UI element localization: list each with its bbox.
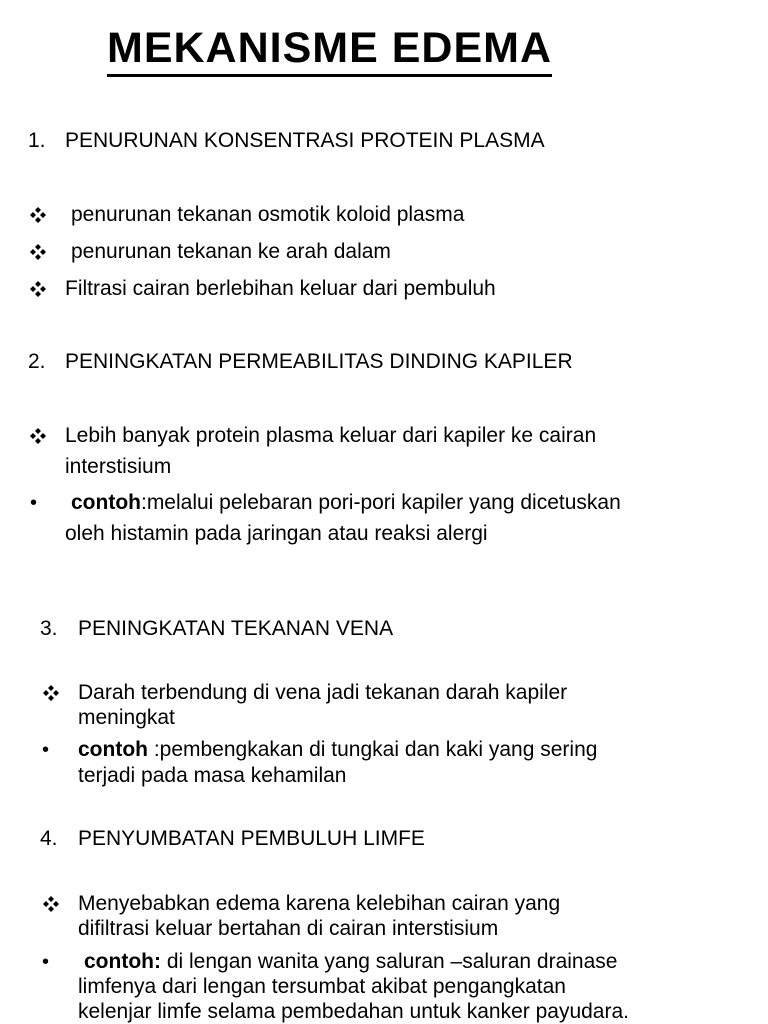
example-text: :pembengkakan di tungkai dan kaki yang sering	[147, 738, 598, 761]
example-label: contoh	[71, 491, 141, 514]
section-1-point-3: Filtrasi cairan berlebihan keluar dari pembuluh	[65, 277, 496, 300]
section-4-example-line-2: limfenya dari lengan tersumbat akibat pengangkatan	[78, 975, 566, 998]
section-2-number: 2.	[28, 350, 46, 373]
section-1-heading: PENURUNAN KONSENTRASI PROTEIN PLASMA	[65, 129, 545, 152]
section-3-heading: PENINGKATAN TEKANAN VENA	[78, 617, 394, 640]
section-3-example-line-2: terjadi pada masa kehamilan	[78, 764, 347, 787]
section-1-point-1: penurunan tekanan osmotik koloid plasma	[71, 203, 465, 226]
example-label: contoh	[78, 738, 148, 761]
section-4-example-line-3: kelenjar limfe selama pembedahan untuk kanker payudara.	[78, 1000, 629, 1023]
section-2-point-line-1: Lebih banyak protein plasma keluar dari kapiler ke cairan	[65, 424, 597, 447]
section-3-example-line-1	[78, 738, 597, 762]
section-2-example-line-2: oleh histamin pada jaringan atau reaksi alergi	[65, 522, 488, 545]
diamond-bullet-icon	[30, 428, 46, 444]
diamond-bullet-icon	[43, 685, 59, 701]
example-label: contoh:	[84, 950, 161, 973]
section-1-number: 1.	[28, 129, 46, 152]
section-4-point-line-2: difiltrasi keluar bertahan di cairan interstisium	[78, 917, 499, 940]
section-3-point-line-2: meningkat	[78, 706, 175, 729]
diamond-bullet-icon	[43, 896, 59, 912]
section-4-number: 4.	[40, 827, 58, 850]
diamond-bullet-icon	[30, 281, 46, 297]
section-4-example-line-1	[84, 950, 617, 974]
section-2-example-line-1	[71, 491, 621, 515]
section-3-point-line-1: Darah terbendung di vena jadi tekanan darah kapiler	[78, 681, 568, 704]
round-bullet-icon: •	[42, 951, 50, 973]
diamond-bullet-icon	[30, 207, 46, 223]
example-text: :melalui pelebaran pori-pori kapiler yang dicetuskan	[140, 491, 621, 514]
round-bullet-icon: •	[42, 739, 50, 761]
section-3-number: 3.	[40, 617, 58, 640]
section-4-point-line-1: Menyebabkan edema karena kelebihan cairan yang	[78, 892, 561, 915]
page-title: MEKANISME EDEMA	[107, 22, 552, 77]
diamond-bullet-icon	[30, 244, 46, 260]
section-4-heading: PENYUMBATAN PEMBULUH LIMFE	[78, 827, 425, 850]
round-bullet-icon: •	[30, 492, 38, 514]
example-text: di lengan wanita yang saluran –saluran drainase	[160, 950, 618, 973]
section-2-heading: PENINGKATAN PERMEABILITAS DINDING KAPILER	[65, 350, 573, 373]
section-2-point-line-2: interstisium	[65, 455, 172, 478]
section-1-point-2: penurunan tekanan ke arah dalam	[71, 240, 391, 263]
